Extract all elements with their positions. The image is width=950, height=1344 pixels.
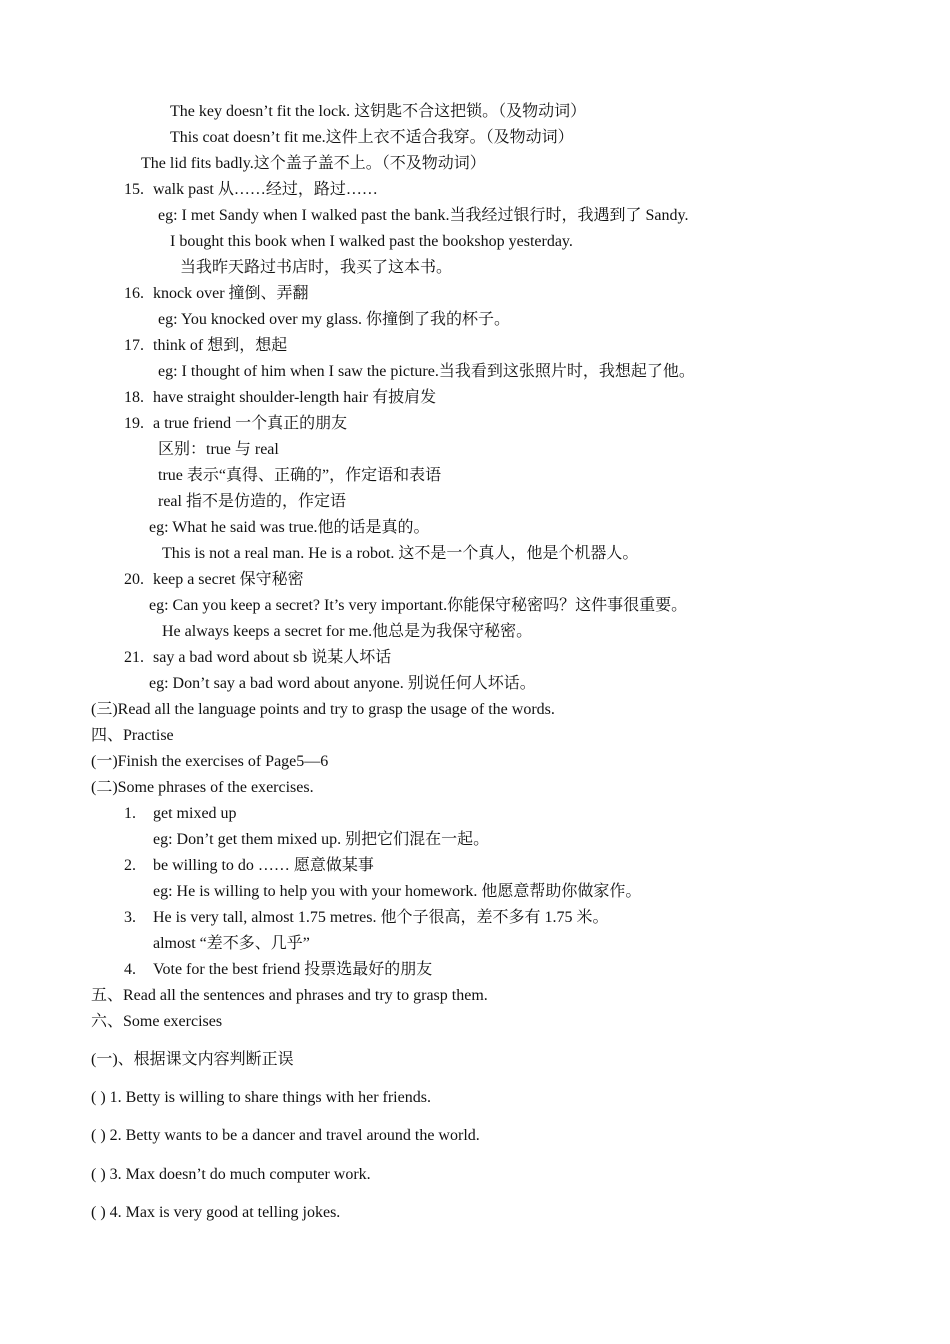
- text-line: real 指不是仿造的，作定语: [158, 493, 346, 510]
- section-heading: (一)、根据课文内容判断正误: [91, 1051, 294, 1068]
- example-sentence: eg: Can you keep a secret? It’s very important.你能保守秘密吗？这件事很重要。: [149, 597, 688, 614]
- example-sentence: eg: You knocked over my glass. 你撞倒了我的杯子。: [158, 311, 510, 328]
- numbered-item-2: [124, 856, 374, 876]
- example-sentence: eg: Don’t say a bad word about anyone. 别说任何人坏话。: [149, 675, 536, 692]
- example-sentence: This is not a real man. He is a robot. 这不是一个真人，他是个机器人。: [162, 545, 639, 562]
- exercise-question: ( ) 2. Betty wants to be a dancer and travel around the world.: [91, 1127, 480, 1144]
- text-line: true 表示“真得、正确的”，作定语和表语: [158, 467, 442, 484]
- item-number: 2.: [124, 857, 136, 874]
- numbered-item-16: [124, 284, 309, 304]
- example-sentence: eg: What he said was true.他的话是真的。: [149, 519, 430, 536]
- text-line: The lid fits badly.这个盖子盖不上。（不及物动词）: [141, 155, 486, 172]
- section-heading: 六、Some exercises: [91, 1013, 223, 1030]
- item-number: 19.: [124, 415, 144, 432]
- item-text: be willing to do …… 愿意做某事: [153, 857, 374, 874]
- item-text: get mixed up: [153, 805, 237, 822]
- section-heading: 四、Practise: [91, 727, 174, 744]
- item-number: 3.: [124, 909, 136, 926]
- numbered-item-4: [124, 960, 432, 980]
- example-sentence: eg: Don’t get them mixed up. 别把它们混在一起。: [153, 831, 490, 848]
- item-number: 18.: [124, 389, 144, 406]
- item-number: 16.: [124, 285, 144, 302]
- item-text: Vote for the best friend 投票选最好的朋友: [153, 961, 433, 978]
- item-text: say a bad word about sb 说某人坏话: [153, 649, 392, 666]
- numbered-item-15: [124, 180, 378, 200]
- item-text: walk past 从……经过，路过……: [153, 181, 378, 198]
- exercise-question: ( ) 4. Max is very good at telling jokes.: [91, 1204, 341, 1221]
- numbered-item-3: [124, 908, 609, 928]
- item-number: 21.: [124, 649, 144, 666]
- item-number: 17.: [124, 337, 144, 354]
- numbered-item-1: [124, 804, 237, 824]
- item-number: 15.: [124, 181, 144, 198]
- item-text: knock over 撞倒、弄翻: [153, 285, 309, 302]
- numbered-item-19: [124, 414, 347, 434]
- item-text: keep a secret 保守秘密: [153, 571, 304, 588]
- text-line: 区别：true 与 real: [158, 441, 279, 458]
- section-heading: (一)Finish the exercises of Page5—6: [91, 753, 329, 770]
- example-sentence: I bought this book when I walked past the bookshop yesterday.: [170, 233, 573, 250]
- text-line: almost “差不多、几乎”: [153, 935, 310, 952]
- numbered-item-21: [124, 648, 391, 668]
- item-number: 4.: [124, 961, 136, 978]
- item-number: 1.: [124, 805, 136, 822]
- item-number: 20.: [124, 571, 144, 588]
- example-sentence: eg: I thought of him when I saw the picture.当我看到这张照片时，我想起了他。: [158, 363, 695, 380]
- exercise-question: ( ) 3. Max doesn’t do much computer work.: [91, 1166, 371, 1183]
- text-line: This coat doesn’t fit me.这件上衣不适合我穿。（及物动词）: [170, 129, 574, 146]
- example-sentence: eg: I met Sandy when I walked past the bank.当我经过银行时，我遇到了 Sandy.: [158, 207, 689, 224]
- example-sentence: He always keeps a secret for me.他总是为我保守秘密。: [162, 623, 533, 640]
- item-text: He is very tall, almost 1.75 metres. 他个子很高，差不多有 1.75 米。: [153, 909, 609, 926]
- exercise-question: ( ) 1. Betty is willing to share things with her friends.: [91, 1089, 431, 1106]
- example-sentence: eg: He is willing to help you with your homework. 他愿意帮助你做家作。: [153, 883, 642, 900]
- numbered-item-20: [124, 570, 304, 590]
- numbered-item-17: [124, 336, 287, 356]
- example-translation: 当我昨天路过书店时，我买了这本书。: [180, 259, 453, 276]
- item-text: think of 想到，想起: [153, 337, 288, 354]
- numbered-item-18: [124, 388, 436, 408]
- section-heading: 五、Read all the sentences and phrases and try to grasp them.: [91, 987, 488, 1004]
- item-text: have straight shoulder-length hair 有披肩发: [153, 389, 437, 406]
- text-line: The key doesn’t fit the lock. 这钥匙不合这把锁。（及物动词）: [170, 103, 587, 120]
- section-heading: (二)Some phrases of the exercises.: [91, 779, 314, 796]
- item-text: a true friend 一个真正的朋友: [153, 415, 348, 432]
- section-heading: (三)Read all the language points and try to grasp the usage of the words.: [91, 701, 555, 718]
